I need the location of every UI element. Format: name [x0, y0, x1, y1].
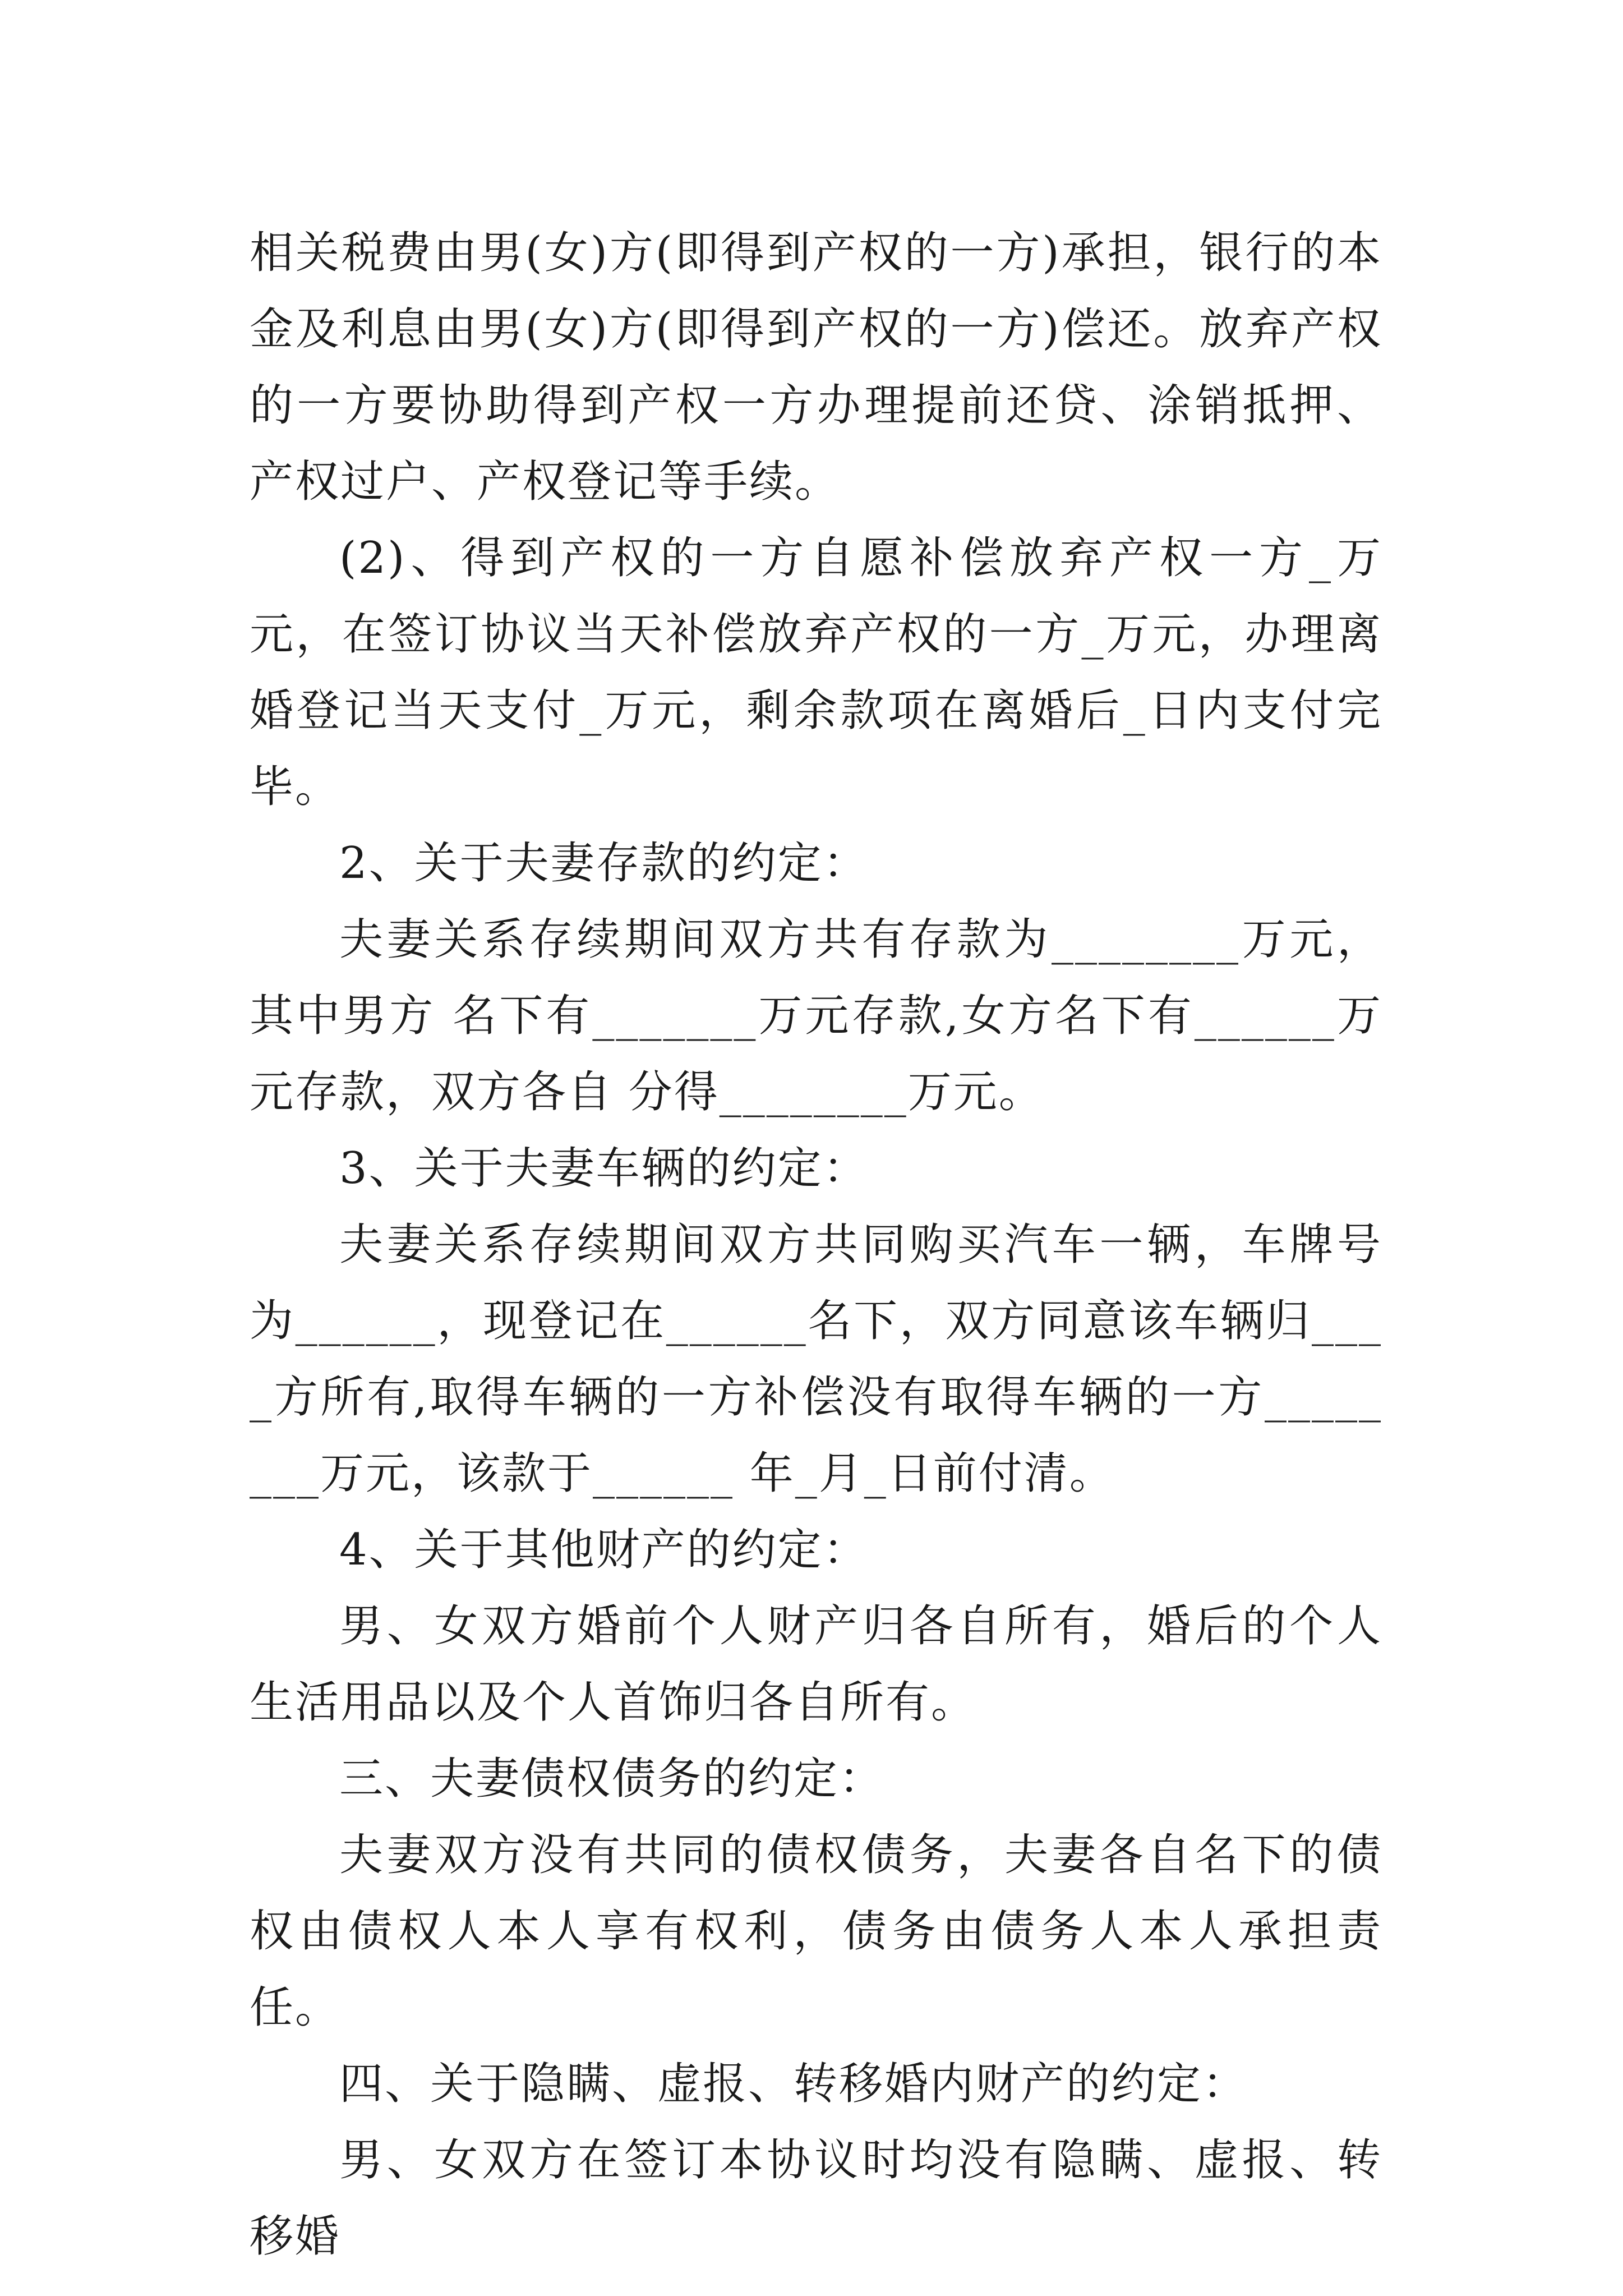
paragraph-property-compensation: (2)、得到产权的一方自愿补偿放弃产权一方_万元，在签订协议当天补偿放弃产权的一方_万元，办理离婚登记当天支付_万元，剩余款项在离婚后_日内支付完毕。: [250, 533, 1382, 812]
paragraph-vehicle: 夫妻关系存续期间双方共同购买汽车一辆，车牌号为______，现登记在______名下，双方同意该车辆归____方所有,取得车辆的一方补偿没有取得车辆的一方________万元，该款于______ 年_月_日前付清。: [250, 1220, 1382, 1499]
heading-savings-agreement: 2、关于夫妻存款的约定：: [339, 838, 869, 889]
heading-concealment: 四、关于隐瞒、虚报、转移婚内财产的约定：: [339, 2059, 1248, 2109]
paragraph-taxes-and-loan: 相关税费由男(女)方(即得到产权的一方)承担，银行的本金及利息由男(女)方(即得到产权的一方)偿还。放弃产权的一方要协助得到产权一方办理提前还贷、涂销抵押、产权过户、产权登记等手续。: [250, 228, 1382, 507]
paragraph-debts: 夫妻双方没有共同的债权债务，夫妻各自名下的债权由债权人本人享有权利，债务由债务人本人承担责任。: [250, 1830, 1382, 2033]
heading-other-property: 4、关于其他财产的约定：: [339, 1525, 869, 1575]
document-body: [250, 215, 1382, 2275]
heading-vehicle-agreement: 3、关于夫妻车辆的约定：: [339, 1143, 869, 1194]
paragraph-concealment: 男、女双方在签订本协议时均没有隐瞒、虚报、转移婚: [250, 2135, 1382, 2262]
paragraph-savings: 夫妻关系存续期间双方共有存款为________万元，其中男方 名下有_______万元存款,女方名下有______万元存款，双方各自 分得________万元。: [250, 914, 1382, 1117]
paragraph-other-property: 男、女双方婚前个人财产归各自所有，婚后的个人生活用品以及个人首饰归各自所有。: [250, 1601, 1382, 1728]
heading-debts: 三、夫妻债权债务的约定：: [339, 1754, 885, 1804]
